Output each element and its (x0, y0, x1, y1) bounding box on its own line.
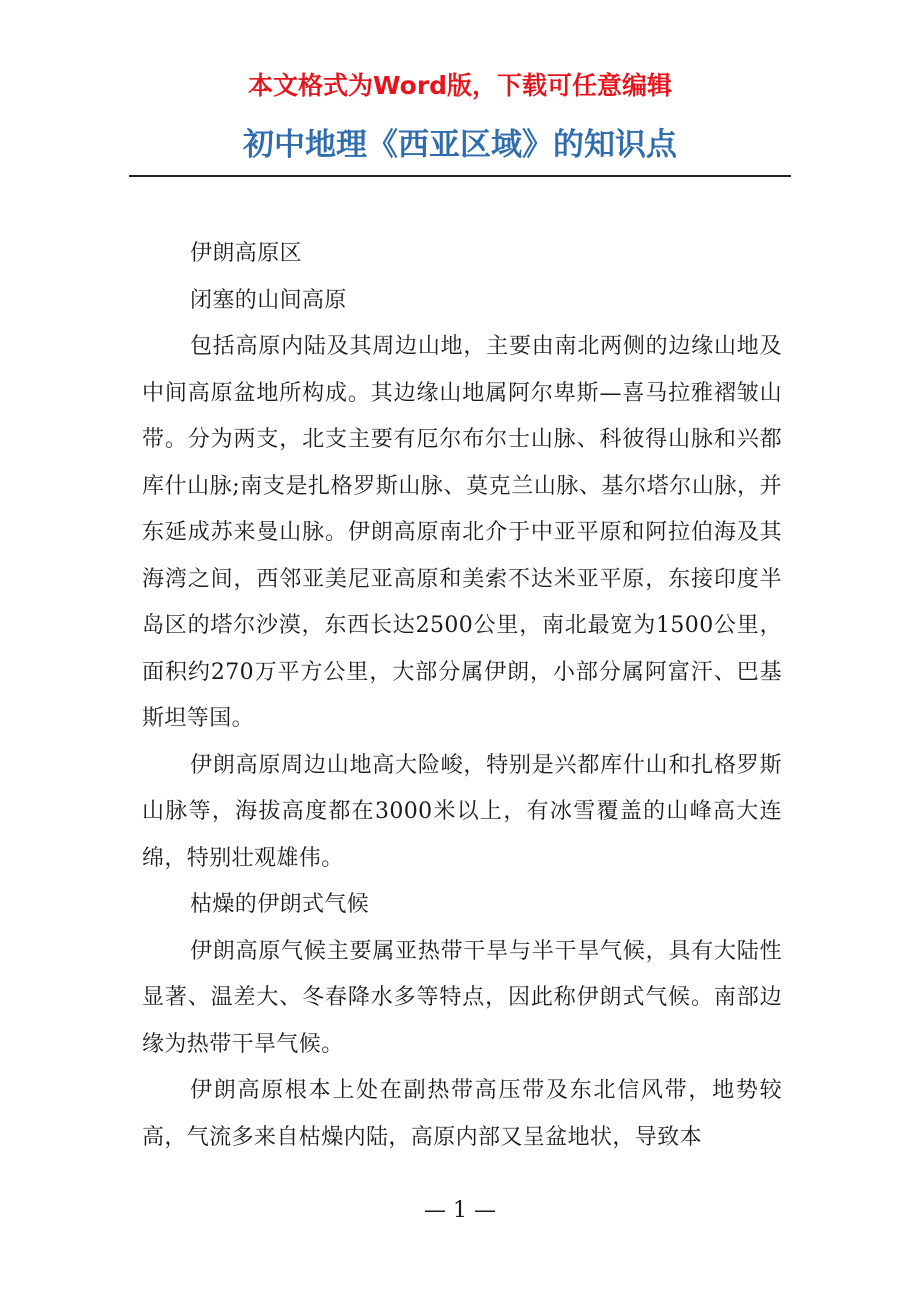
body-paragraph: 包括高原内陆及其周边山地，主要由南北两侧的边缘山地及中间高原盆地所构成。其边缘山地属阿尔卑斯—喜马拉雅褶皱山带。分为两支，北支主要有厄尔布尔士山脉、科彼得山脉和兴都库什山脉;南支是扎格罗斯山脉、莫克兰山脉、基尔塔尔山脉，并东延成苏来曼山脉。伊朗高原南北介于中亚平原和阿拉伯海及其海湾之间，西邻亚美尼亚高原和美索不达米亚平原，东接印度半岛区的塔尔沙漠，东西长达2500公里，南北最宽为1500公里，面积约270万平方公里，大部分属伊朗，小部分属阿富汗、巴基斯坦等国。 (142, 334, 782, 731)
body-paragraph: 伊朗高原气候主要属亚热带干旱与半干旱气候，具有大陆性显著、温差大、冬春降水多等特点，因此称伊朗式气候。南部边缘为热带干旱气候。 (142, 938, 782, 1057)
subsection-heading: 闭塞的山间高原 (190, 287, 347, 313)
body-paragraph: 伊朗高原根本上处在副热带高压带及东北信风带，地势较高，气流多来自枯燥内陆，高原内部又呈盆地状，导致本 (142, 1078, 782, 1150)
body-paragraph: 伊朗高原周边山地高大险峻，特别是兴都库什山和扎格罗斯山脉等，海拔高度都在3000米以上，有冰雪覆盖的山峰高大连绵，特别壮观雄伟。 (142, 752, 782, 871)
title-divider (129, 175, 791, 177)
page-number: — 1 — (424, 1198, 496, 1223)
section-heading: 伊朗高原区 (190, 241, 303, 266)
subsection-heading: 枯燥的伊朗式气候 (190, 892, 370, 917)
format-notice-banner: 本文格式为Word版，下载可任意编辑 (247, 71, 673, 100)
document-body (142, 231, 782, 1161)
document-title: 初中地理《西亚区域》的知识点 (243, 127, 677, 163)
